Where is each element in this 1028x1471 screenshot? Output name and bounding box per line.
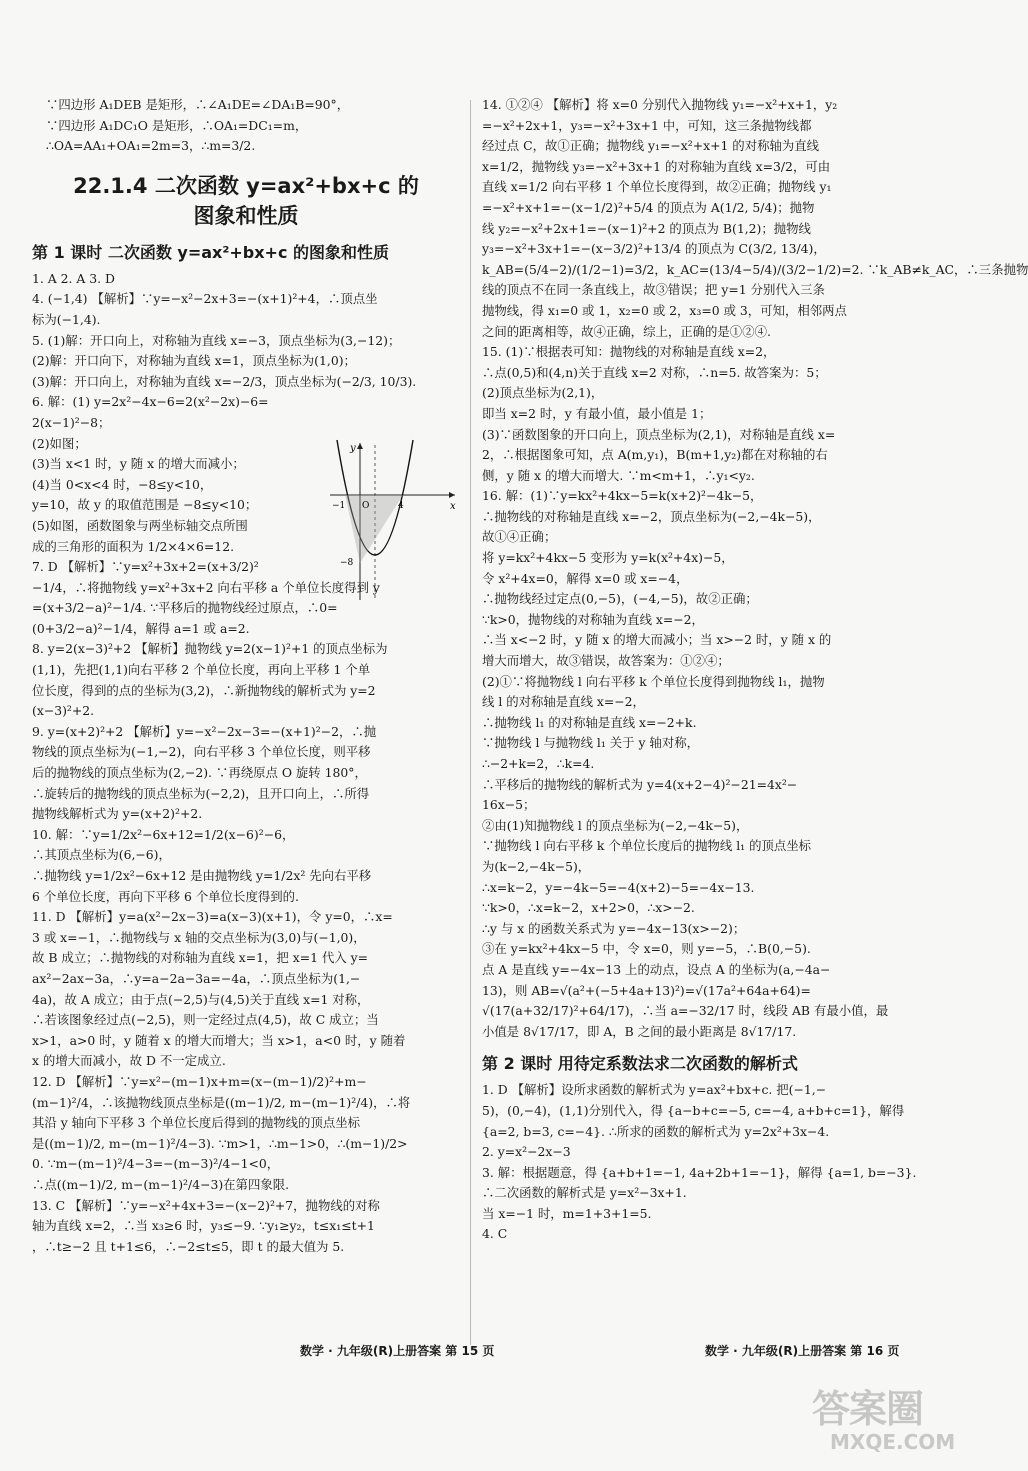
answer-line: 16. 解：(1)∵y=kx²+4kx−5=k(x+2)²−4k−5， bbox=[482, 488, 763, 504]
lesson2-answer-lines bbox=[482, 1080, 917, 1245]
parabola-graph bbox=[310, 435, 460, 605]
watermark-title: 答案圈 bbox=[812, 1387, 924, 1431]
answer-line: 1. A 2. A 3. D bbox=[32, 270, 115, 286]
answer-line: ∴y 与 x 的函数关系式为 y=−4x−13(x>−2)； bbox=[482, 920, 746, 936]
answer-line: 2，∴根据图象可知，点 A(m,y₁)，B(m+1,y₂)都在对称轴的右 bbox=[482, 447, 828, 463]
answer-line: 线的顶点不在同一条直线上，故③错误；把 y=1 分别代入三条 bbox=[482, 282, 825, 298]
answer-line: 是((m−1)/2, m−(m−1)²/4−3). ∵m>1，∴m−1>0，∴(m−1)/2> bbox=[32, 1135, 408, 1151]
answer-line: ∵k>0，∴x=k−2，x+2>0，∴x>−2. bbox=[482, 900, 695, 916]
answer-line: (3)∵函数图象的开口向上，顶点坐标为(2,1)，对称轴是直线 x= bbox=[482, 426, 836, 442]
answer-line: 15. (1)∵根据表可知：抛物线的对称轴是直线 x=2， bbox=[482, 344, 776, 360]
answer-line: 5)，(0,−4)，(1,1)分别代入，得 {a−b+c=−5, c=−4, a+b+c=1}，解得 bbox=[482, 1102, 905, 1118]
watermark bbox=[812, 1378, 982, 1464]
answer-line: x>1，a>0 时，y 随着 x 的增大而增大；当 x>1，a<0 时，y 随着 bbox=[32, 1032, 406, 1048]
answer-line: 侧，y 随 x 的增大而增大. ∵m<m+1，∴y₁<y₂. bbox=[482, 467, 755, 483]
y-axis-arrow bbox=[357, 443, 363, 449]
answer-line: (3)当 x<1 时，y 随 x 的增大而减小； bbox=[32, 456, 245, 472]
answer-line: y=10，故 y 的取值范围是 −8≤y<10； bbox=[32, 497, 258, 513]
answer-line: ∴点((m−1)/2, m−(m−1)²/4−3)在第四象限. bbox=[32, 1176, 290, 1192]
right-answer-lines bbox=[482, 95, 1028, 1042]
lesson1-title: 第 1 课时 二次函数 y=ax²+bx+c 的图象和性质 bbox=[32, 242, 390, 262]
answer-line: 线 l 的对称轴是直线 x=−2， bbox=[482, 694, 645, 710]
answer-line: 物线的顶点坐标为(−1,−2)，向右平移 3 个单位长度，则平移 bbox=[32, 744, 371, 760]
answer-line: {a=2, b=3, c=−4}. ∴所求的函数的解析式为 y=2x²+3x−4. bbox=[482, 1123, 830, 1139]
answer-line: (2)如图； bbox=[32, 435, 87, 451]
answer-line: 14. ①②④ 【解析】将 x=0 分别代入抛物线 y₁=−x²+x+1，y₂ bbox=[482, 97, 838, 112]
answer-line: ∴平移后的抛物线的解析式为 y=4(x+2−4)²−21=4x²− bbox=[482, 776, 798, 792]
answer-line: 之间的距离相等，故④正确，综上，正确的是①②④. bbox=[482, 323, 771, 339]
answer-line: ∴抛物线 l₁ 的对称轴是直线 x=−2+k. bbox=[482, 714, 697, 730]
watermark-url: MXQE.COM bbox=[830, 1430, 956, 1454]
answer-line: y₃=−x²+3x+1=−(x−3/2)²+13/4 的顶点为 C(3/2, 13/4)， bbox=[482, 241, 826, 257]
answer-line: (2)解：开口向下，对称轴为直线 x=1，顶点坐标为(1,0)； bbox=[32, 353, 356, 369]
right-column bbox=[482, 95, 1028, 1245]
answer-line: ③在 y=kx²+4kx−5 中，令 x=0，则 y=−5，∴B(0,−5). bbox=[482, 941, 811, 957]
answer-line: 13)，则 AB=√(a²+(−5+4a+13)²)=√(17a²+64a+64)= bbox=[482, 982, 811, 998]
answer-line: −1/4，∴将抛物线 y=x²+3x+2 向右平移 a 个单位长度得到 y bbox=[32, 579, 380, 595]
answer-line: 1. D 【解析】设所求函数的解析式为 y=ax²+bx+c. 把(−1,− bbox=[482, 1082, 827, 1098]
shaded-triangle bbox=[345, 495, 403, 563]
answer-line: ∵抛物线 l 与抛物线 l₁ 关于 y 轴对称， bbox=[482, 735, 699, 751]
answer-line: (2)顶点坐标为(2,1)， bbox=[482, 385, 604, 401]
answer-line: 3. 解：根据题意，得 {a+b+1=−1, 4a+2b+1=−1}，解得 {a=1, b=−3}. bbox=[482, 1164, 917, 1180]
answer-line: x=1/2，抛物线 y₃=−x²+3x+1 的对称轴为直线 x=3/2，可由 bbox=[482, 158, 831, 174]
answer-line: 为(k−2,−4k−5)， bbox=[482, 858, 591, 874]
answer-line: 5. (1)解：开口向上，对称轴为直线 x=−3，顶点坐标为(3,−12)； bbox=[32, 332, 401, 348]
answer-line: ∴抛物线的对称轴是直线 x=−2，顶点坐标为(−2,−4k−5)， bbox=[482, 508, 821, 524]
answer-line: 3 或 x=−1，∴抛物线与 x 轴的交点坐标为(3,0)与(−1,0)， bbox=[32, 929, 366, 945]
answer-line: 6. 解：(1) y=2x²−4x−6=2(x²−2x)−6= bbox=[32, 394, 269, 410]
answer-line: 当 x=−1 时，m=1+3+1=5. bbox=[482, 1205, 652, 1221]
answer-line: ∴抛物线 y=1/2x²−6x+12 是由抛物线 y=1/2x² 先向右平移 bbox=[32, 868, 372, 883]
answer-line: (m−1)²/4，∴该抛物线顶点坐标是((m−1)/2, m−(m−1)²/4)，∴将 bbox=[32, 1094, 411, 1110]
answer-line: 7. D 【解析】∵y=x²+3x+2=(x+3/2)² bbox=[32, 559, 259, 575]
tick-4: 4 bbox=[398, 501, 404, 511]
answer-line: 8. y=2(x−3)²+2 【解析】抛物线 y=2(x−1)²+1 的顶点坐标为 bbox=[32, 641, 388, 657]
column-divider bbox=[470, 100, 471, 1345]
answer-line: x 的增大而减小，故 D 不一定成立. bbox=[32, 1053, 226, 1069]
answer-line: ∵四边形 A₁DC₁O 是矩形，∴OA₁=DC₁=m， bbox=[46, 117, 308, 133]
answer-line: (4)当 0<x<4 时，−8≤y<10， bbox=[32, 476, 213, 492]
answer-line: 后的抛物线的顶点坐标为(2,−2). ∵再绕原点 O 旋转 180°， bbox=[32, 765, 367, 781]
answer-line: ②由(1)知抛物线 l 的顶点坐标为(−2,−4k−5)， bbox=[482, 817, 749, 833]
answer-line: 12. D 【解析】∵y=x²−(m−1)x+m=(x−(m−1)/2)²+m− bbox=[32, 1073, 367, 1089]
x-axis-arrow bbox=[449, 492, 455, 498]
answer-line: ∴−2+k=2，∴k=4. bbox=[482, 756, 595, 771]
answer-line: 4a)，故 A 成立；由于点(−2,5)与(4,5)关于直线 x=1 对称， bbox=[32, 991, 370, 1007]
answer-line: 增大而增大，故③错误，故答案为：①②④； bbox=[482, 653, 730, 669]
answer-line: 标为(−1,4). bbox=[32, 311, 101, 327]
answer-line: ∴抛物线经过定点(0,−5)，(−4,−5)，故②正确； bbox=[482, 591, 758, 607]
answer-line: 2. y=x²−2x−3 bbox=[482, 1144, 571, 1160]
answer-line: 10. 解：∵y=1/2x²−6x+12=1/2(x−6)²−6， bbox=[32, 826, 295, 842]
answer-line: ∴当 x<−2 时，y 随 x 的增大而减小；当 x>−2 时，y 随 x 的 bbox=[482, 632, 832, 648]
answer-line: =−x²+2x+1，y₃=−x²+3x+1 中，可知，这三条抛物线都 bbox=[482, 117, 812, 133]
answer-line: 11. D 【解析】y=a(x²−2x−3)=a(x−3)(x+1)，令 y=0，∴x= bbox=[32, 909, 393, 925]
left-answer-lines bbox=[32, 269, 460, 1258]
y-axis-label: y bbox=[350, 443, 356, 454]
answer-line: ∵四边形 A₁DEB 是矩形，∴∠A₁DE=∠DA₁B=90°， bbox=[46, 97, 350, 112]
answer-line: 点 A 是直线 y=−4x−13 上的动点，设点 A 的坐标为(a,−4a− bbox=[482, 961, 831, 977]
answer-line: ∴OA=AA₁+OA₁=2m=3，∴m=3/2. bbox=[46, 138, 256, 154]
answer-line: 线 y₂=−x²+2x+1=−(x−1)²+2 的顶点为 B(1,2)；抛物线 bbox=[482, 220, 811, 236]
answer-line: 2(x−1)²−8； bbox=[32, 414, 111, 430]
answer-line: ∴点(0,5)和(4,n)关于直线 x=2 对称，∴n=5. 故答案为：5； bbox=[482, 364, 827, 380]
answer-line: 即当 x=2 时，y 有最小值，最小值是 1； bbox=[482, 405, 712, 421]
answer-line: 4. (−1,4) 【解析】∵y=−x²−2x+3=−(x+1)²+4，∴顶点坐 bbox=[32, 291, 378, 307]
answer-line: k_AB=(5/4−2)/(1/2−1)=3/2，k_AC=(13/4−5/4)/(3/2−1/2)=2. ∵k_AB≠k_AC，∴三条抛物 bbox=[482, 261, 1028, 277]
answer-line: 13. C 【解析】∵y=−x²+4x+3=−(x−2)²+7，抛物线的对称 bbox=[32, 1197, 380, 1213]
left-top-lines bbox=[32, 95, 460, 157]
answer-line: 9. y=(x+2)²+2 【解析】y=−x²−2x−3=−(x+1)²−2，∴抛 bbox=[32, 723, 377, 739]
answer-line: 0. ∵m−(m−1)²/4−3=−(m−3)²/4−1<0， bbox=[32, 1156, 280, 1172]
tick-neg8: −8 bbox=[340, 558, 354, 568]
answer-line: 其沿 y 轴向下平移 3 个单位长度后得到的抛物线的顶点坐标 bbox=[32, 1115, 361, 1131]
answer-line: 轴为直线 x=2，∴当 x₃≥6 时，y₃≤−9. ∵y₁≥y₂，t≤x₁≤t+1 bbox=[32, 1218, 375, 1234]
answer-line: ∵抛物线 l 向右平移 k 个单位长度后的抛物线 l₁ 的顶点坐标 bbox=[482, 838, 812, 854]
answer-line: 经过点 C，故①正确；抛物线 y₁=−x²+x+1 的对称轴为直线 bbox=[482, 138, 820, 154]
answer-line: 成的三角形的面积为 1/2×4×6=12. bbox=[32, 538, 235, 554]
answer-line: 令 x²+4x=0，解得 x=0 或 x=−4， bbox=[482, 570, 689, 586]
answer-line: ∴x=k−2，y=−4k−5=−4(x+2)−5=−4x−13. bbox=[482, 879, 755, 895]
answer-line: ∴旋转后的抛物线的顶点坐标为(−2,2)，且开口向上，∴所得 bbox=[32, 785, 370, 801]
answer-line: ∵k>0，抛物线的对称轴为直线 x=−2， bbox=[482, 611, 704, 627]
lesson2-title: 第 2 课时 用待定系数法求二次函数的解析式 bbox=[482, 1054, 798, 1074]
answer-line: (5)如图，函数图象与两坐标轴交点所围 bbox=[32, 517, 248, 533]
answer-line: 6 个单位长度，再向下平移 6 个单位长度得到的. bbox=[32, 888, 299, 904]
answer-line: 抛物线，得 x₁=0 或 1，x₂=0 或 2，x₃=0 或 3，可知，相邻两点 bbox=[482, 302, 847, 318]
answer-line: =−x²+x+1=−(x−1/2)²+5/4 的顶点为 A(1/2, 5/4)；抛物 bbox=[482, 199, 815, 215]
answer-line: 故 B 成立；∴抛物线的对称轴为直线 x=1，把 x=1 代入 y= bbox=[32, 950, 369, 966]
answer-line: ∴其顶点坐标为(6,−6)， bbox=[32, 847, 171, 863]
answer-line: 抛物线解析式为 y=(x+2)²+2. bbox=[32, 806, 203, 822]
answer-line: (x−3)²+2. bbox=[32, 703, 95, 719]
answer-line: ∴若该图象经过点(−2,5)，则一定经过点(4,5)，故 C 成立；当 bbox=[32, 1012, 379, 1028]
section-title-line2: 图象和性质 bbox=[193, 203, 299, 228]
answer-line: (1,1)，先把(1,1)向右平移 2 个单位长度，再向上平移 1 个单 bbox=[32, 662, 371, 678]
answer-line: (3)解：开口向上，对称轴为直线 x=−2/3，顶点坐标为(−2/3, 10/3). bbox=[32, 373, 417, 389]
answer-line: 小值是 8√17/17，即 A，B 之间的最小距离是 8√17/17. bbox=[482, 1023, 797, 1039]
section-title-line1: 22.1.4 二次函数 y=ax²+bx+c 的 bbox=[73, 173, 419, 198]
answer-line: 4. C bbox=[482, 1226, 508, 1242]
answer-line: 位长度，得到的点的坐标为(3,2)，∴新抛物线的解析式为 y=2 bbox=[32, 682, 376, 698]
answer-line: (0+3/2−a)²−1/4，解得 a=1 或 a=2. bbox=[32, 620, 250, 636]
section-title bbox=[32, 171, 460, 231]
tick-neg1: −1 bbox=[332, 501, 346, 511]
answer-line: 16x−5； bbox=[482, 797, 536, 813]
tick-origin: O bbox=[362, 501, 370, 511]
answer-line: √(17(a+32/17)²+64/17)，∴当 a=−32/17 时，线段 AB 有最小值，最 bbox=[482, 1003, 889, 1019]
footer-left: 数学 · 九年级(R)上册答案 第 15 页 bbox=[300, 1344, 495, 1358]
answer-line: 直线 x=1/2 向右平移 1 个单位长度得到，故②正确；抛物线 y₁ bbox=[482, 179, 832, 195]
answer-line: ∴二次函数的解析式是 y=x²−3x+1. bbox=[482, 1185, 687, 1201]
answer-line: 将 y=kx²+4kx−5 变形为 y=k(x²+4x)−5， bbox=[482, 550, 734, 566]
answer-line: =(x+3/2−a)²−1/4. ∵平移后的抛物线经过原点，∴0= bbox=[32, 600, 338, 616]
answer-line: 故①④正确； bbox=[482, 529, 557, 545]
answer-line: ，∴t≥−2 且 t+1≤6，∴−2≤t≤5，即 t 的最大值为 5. bbox=[32, 1238, 345, 1254]
left-column bbox=[32, 95, 460, 1257]
x-axis-label: x bbox=[450, 501, 456, 512]
answer-line: (2)①∵将抛物线 l 向右平移 k 个单位长度得到抛物线 l₁，抛物 bbox=[482, 673, 825, 689]
answer-line: ax²−2ax−3a，∴y=a−2a−3a=−4a，∴顶点坐标为(1,− bbox=[32, 970, 361, 986]
footer-right: 数学 · 九年级(R)上册答案 第 16 页 bbox=[705, 1344, 900, 1358]
